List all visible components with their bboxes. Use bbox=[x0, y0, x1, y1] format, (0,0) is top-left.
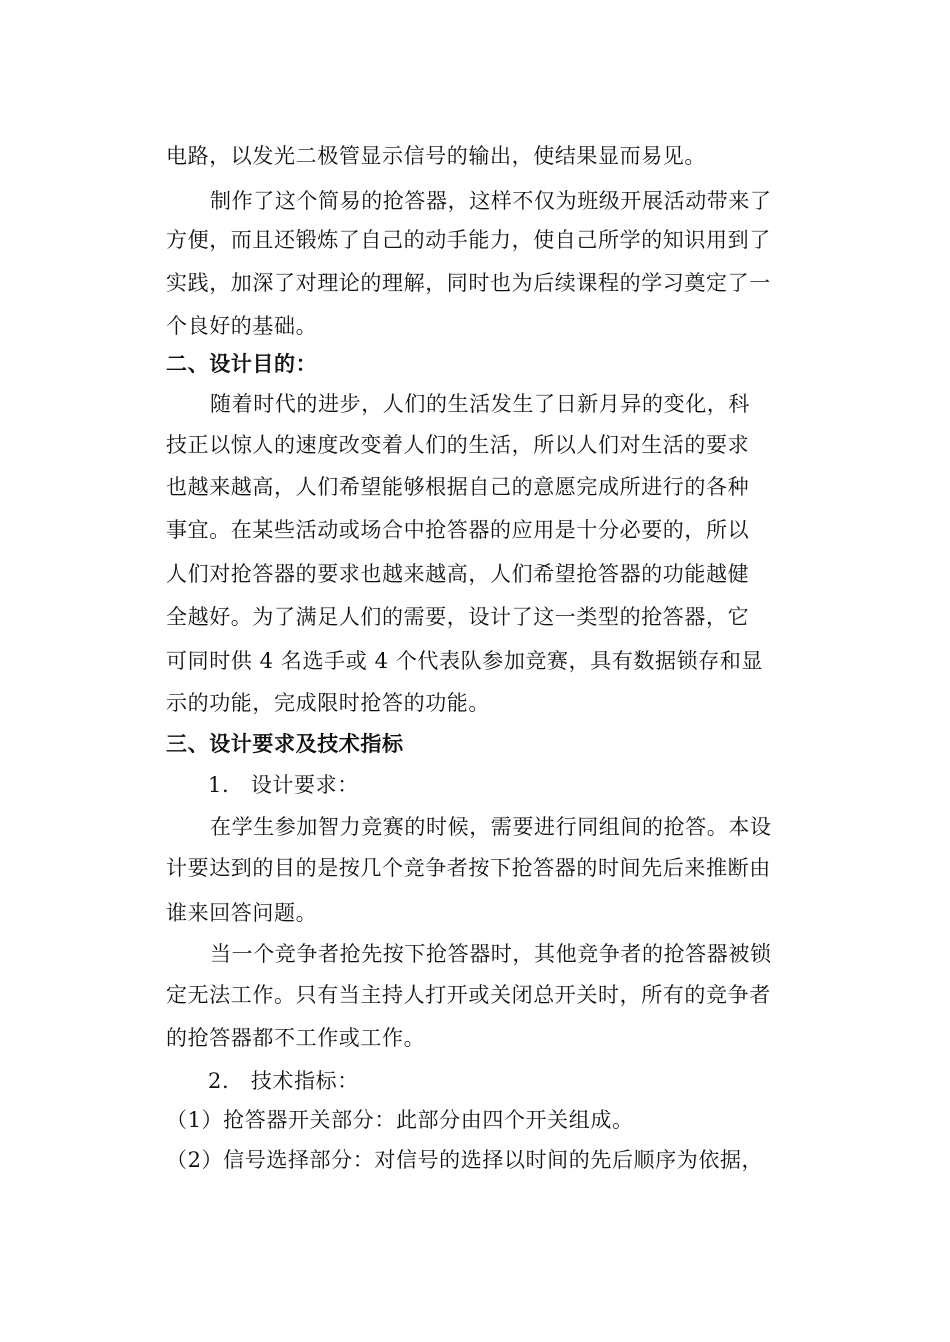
paragraph-line: 个良好的基础。 bbox=[166, 314, 318, 338]
list-item-line: （1）抢答器开关部分：此部分由四个开关组成。 bbox=[166, 1108, 634, 1132]
paragraph-line: 实践，加深了对理论的理解，同时也为后续课程的学习奠定了一 bbox=[166, 271, 771, 295]
list-item-line: （2）信号选择部分：对信号的选择以时间的先后顺序为依据， bbox=[166, 1148, 764, 1172]
subheading-line: 2. 技术指标： bbox=[208, 1069, 359, 1093]
paragraph-line: 当一个竞争者抢先按下抢答器时，其他竞争者的抢答器被锁 bbox=[210, 942, 772, 966]
paragraph-line: 制作了这个简易的抢答器，这样不仅为班级开展活动带来了 bbox=[210, 189, 772, 213]
paragraph-line: 定无法工作。只有当主持人打开或关闭总开关时，所有的竞争者 bbox=[166, 983, 771, 1007]
paragraph-line: 的抢答器都不工作或工作。 bbox=[166, 1026, 426, 1050]
paragraph-line: 可同时供 4 名选手或 4 个代表队参加竞赛，具有数据锁存和显 bbox=[166, 649, 764, 673]
paragraph-line: 方便，而且还锻炼了自己的动手能力，使自己所学的知识用到了 bbox=[166, 228, 771, 252]
subheading-line: 1. 设计要求： bbox=[208, 773, 359, 797]
paragraph-line: 技正以惊人的速度改变着人们的生活，所以人们对生活的要求 bbox=[166, 433, 750, 457]
paragraph-line: 也越来越高，人们希望能够根据自己的意愿完成所进行的各种 bbox=[166, 475, 750, 499]
paragraph-line: 电路，以发光二极管显示信号的输出，使结果显而易见。 bbox=[166, 144, 706, 168]
section-heading: 二、设计目的： bbox=[166, 351, 318, 376]
paragraph-line: 计要达到的目的是按几个竞争者按下抢答器的时间先后来推断由 bbox=[166, 856, 771, 880]
paragraph-line: 人们对抢答器的要求也越来越高，人们希望抢答器的功能越健 bbox=[166, 562, 750, 586]
section-heading: 三、设计要求及技术指标 bbox=[166, 731, 404, 756]
paragraph-line: 全越好。为了满足人们的需要，设计了这一类型的抢答器，它 bbox=[166, 605, 750, 629]
paragraph-line: 谁来回答问题。 bbox=[166, 901, 318, 925]
paragraph-line: 事宜。在某些活动或场合中抢答器的应用是十分必要的，所以 bbox=[166, 518, 750, 542]
paragraph-line: 随着时代的进步，人们的生活发生了日新月异的变化，科 bbox=[210, 392, 750, 416]
paragraph-line: 示的功能，完成限时抢答的功能。 bbox=[166, 691, 490, 715]
paragraph-line: 在学生参加智力竞赛的时候，需要进行同组间的抢答。本设 bbox=[210, 815, 772, 839]
